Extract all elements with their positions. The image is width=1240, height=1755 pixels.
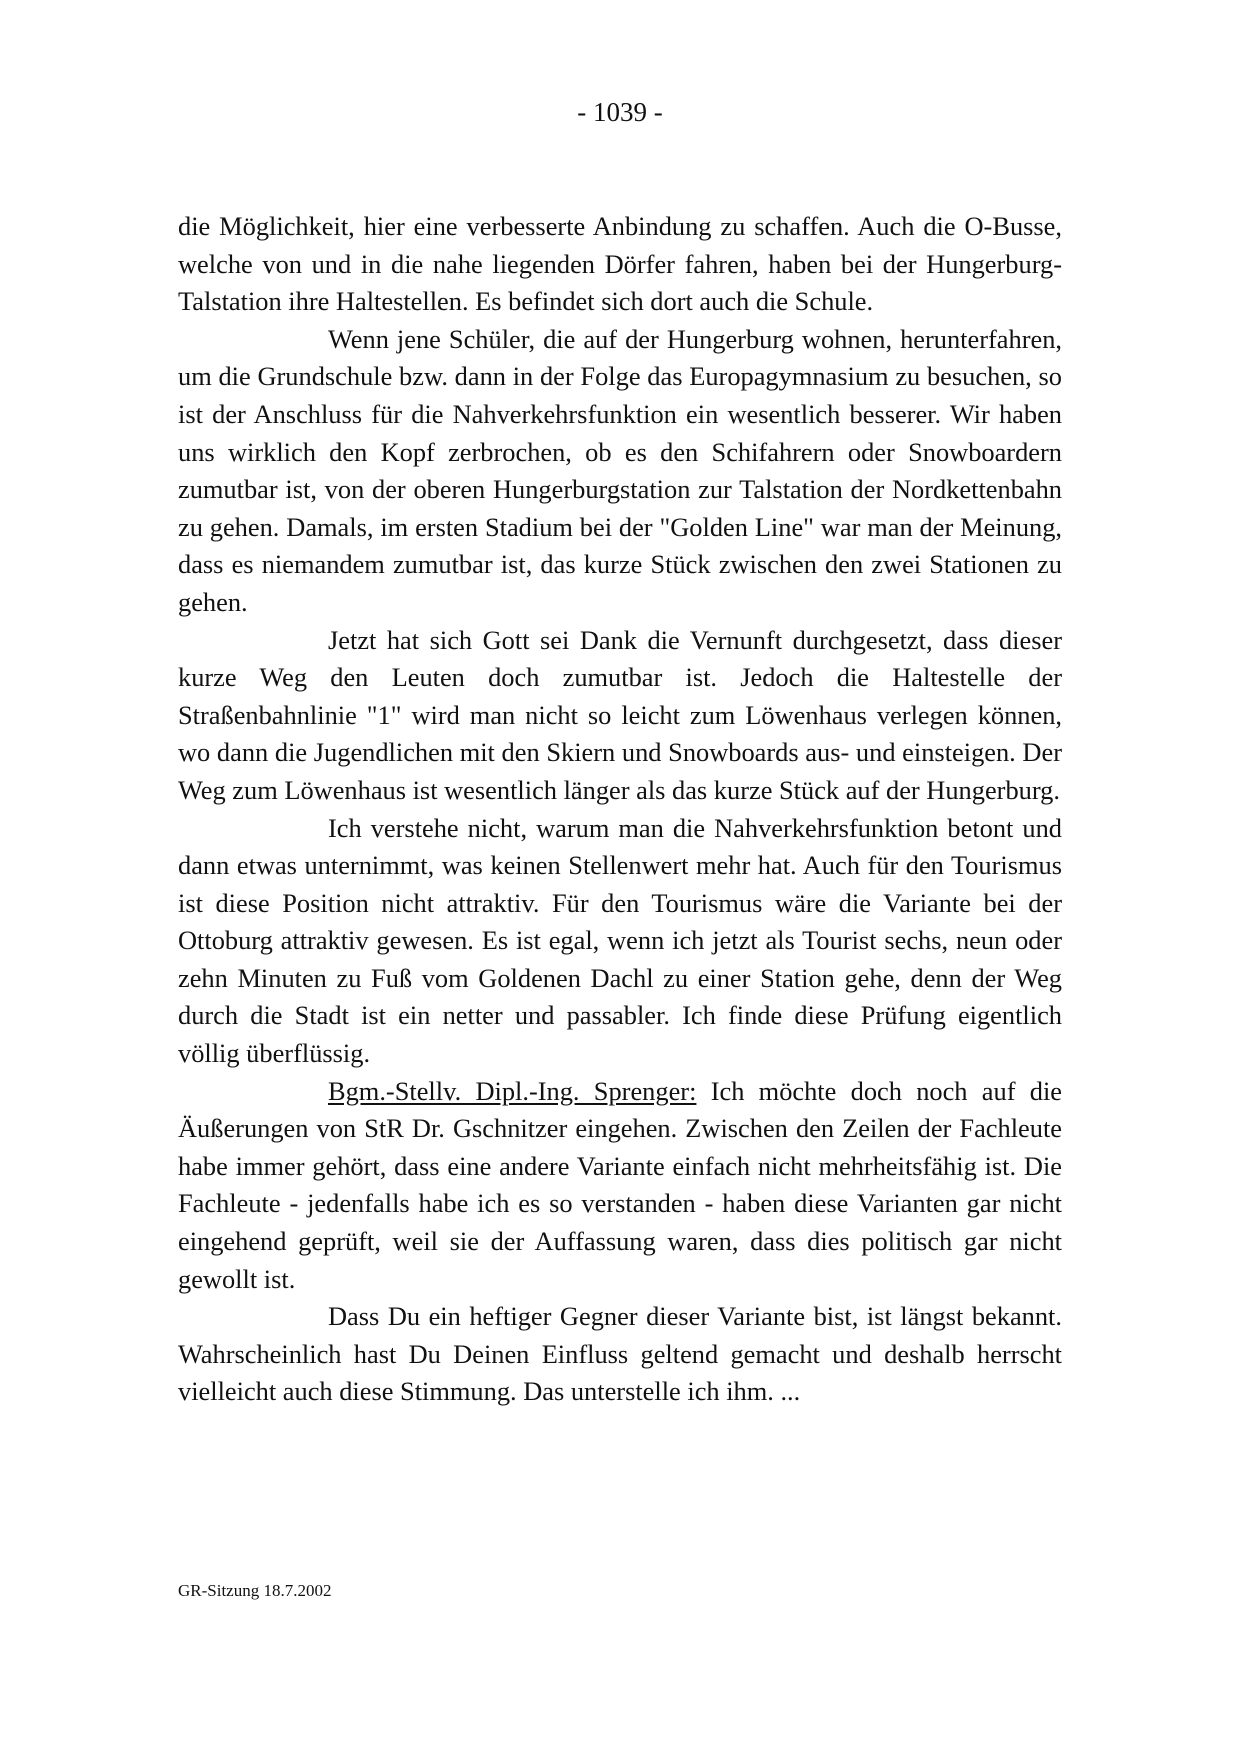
document-body [178,208,1062,1411]
page-footer: GR-Sitzung 18.7.2002 [178,1581,332,1600]
speaker-name: Bgm.-Stellv. Dipl.-Ing. Sprenger: [328,1075,697,1106]
paragraph-2: Wenn jene Schüler, die auf der Hungerburg wohnen, herunterfahren, um die Grundschule bzw. dann in der Folge das Europagymnasium zu besuchen, so ist der Anschluss für die Nahverkehrsfunktion ein wesentlich besserer. Wir haben uns wirklich den Kopf zerbrochen, ob es den Schifahrern oder Snowboardern zumutbar ist, von der oberen Hungerburgstation zur Talstation der Nordkettenbahn zu gehen. Damals, im ersten Stadium bei der "Golden Line" war man der Meinung, dass es niemandem zumutbar ist, das kurze Stück zwischen den zwei Stationen zu gehen. [178,323,1062,617]
page-number: - 1039 - [577,97,663,127]
paragraph-6: Dass Du ein heftiger Gegner dieser Variante bist, ist längst bekannt. Wahrscheinlich hast Du Deinen Einfluss geltend gemacht und deshalb herrscht vielleicht auch diese Stimmung. Das unterstelle ich ihm. ... [178,1301,1062,1407]
paragraph-5-text: Ich möchte doch noch auf die Äußerungen von StR Dr. Gschnitzer eingehen. Zwischen den Zeilen der Fachleute habe immer gehört, dass eine andere Variante einfach nicht mehrheitsfähig ist. Die Fachleute - jedenfalls habe ich es so verstanden - haben diese Varianten gar nicht eingehend geprüft, weil sie der Auffassung waren, dass dies politisch gar nicht gewollt ist. [178,1075,1062,1294]
paragraph-3: Jetzt hat sich Gott sei Dank die Vernunft durchgesetzt, dass dieser kurze Weg den Leuten doch zumutbar ist. Jedoch die Haltestelle der Straßenbahnlinie "1" wird man nicht so leicht zum Löwenhaus verlegen können, wo dann die Jugendlichen mit den Skiern und Snowboards aus- und einsteigen. Der Weg zum Löwenhaus ist wesentlich länger als das kurze Stück auf der Hungerburg. [178,624,1062,805]
paragraph-5 [178,1073,1062,1299]
paragraph-4: Ich verstehe nicht, warum man die Nahverkehrsfunktion betont und dann etwas unternimmt, was keinen Stellenwert mehr hat. Auch für den Tourismus ist diese Position nicht attraktiv. Für den Tourismus wäre die Variante bei der Ottoburg attraktiv gewesen. Es ist egal, wenn ich jetzt als Tourist sechs, neun oder zehn Minuten zu Fuß vom Goldenen Dachl zu einer Station gehe, denn der Weg durch die Stadt ist ein netter und passabler. Ich finde diese Prüfung eigentlich völlig überflüssig. [178,812,1062,1069]
paragraph-1: die Möglichkeit, hier eine verbesserte Anbindung zu schaffen. Auch die O-Busse, welche von und in die nahe liegenden Dörfer fahren, haben bei der Hungerburg-Talstation ihre Haltestellen. Es befindet sich dort auch die Schule. [178,211,1062,317]
